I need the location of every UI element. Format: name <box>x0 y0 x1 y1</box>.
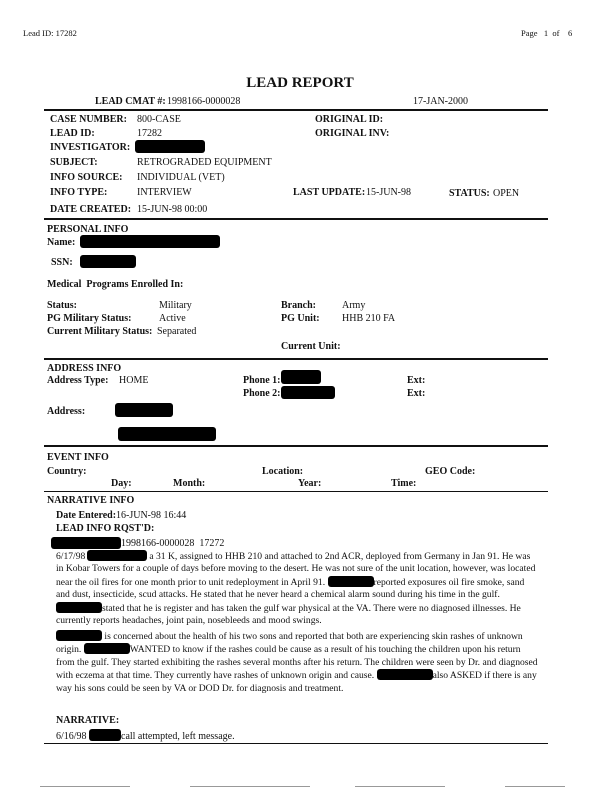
branch-value: Army <box>342 300 366 311</box>
status-military-value: Military <box>159 300 192 311</box>
date-entered-value: 16-JUN-98 16:44 <box>116 510 187 521</box>
narrative-text: call attempted, left message. <box>121 731 235 742</box>
redaction-inline <box>56 602 102 613</box>
narrative-date: 6/16/98 <box>56 731 87 742</box>
status-label: STATUS: <box>449 188 490 199</box>
header-page-number: Page 1 of 6 <box>521 28 573 38</box>
phone2-label: Phone 2: <box>243 388 281 399</box>
last-update-label: LAST UPDATE: <box>293 187 366 198</box>
redaction-inline <box>328 576 374 587</box>
pg-military-label: PG Military Status: <box>47 313 132 324</box>
divider <box>44 218 548 220</box>
redaction-phone1 <box>281 370 321 384</box>
narrative-paragraph-2 <box>56 630 540 695</box>
info-type-label: INFO TYPE: <box>50 187 108 198</box>
scan-artifact <box>505 786 565 787</box>
investigator-label: INVESTIGATOR: <box>50 142 131 153</box>
lead-id-value: 17282 <box>137 128 162 139</box>
ssn-label: SSN: <box>51 257 73 268</box>
current-unit-label: Current Unit: <box>281 341 341 352</box>
divider <box>44 109 548 111</box>
date-created-value: 15-JUN-98 00:00 <box>137 204 208 215</box>
ext1-label: Ext: <box>407 375 426 386</box>
name-label: Name: <box>47 237 76 248</box>
geo-code-label: GEO Code: <box>425 466 476 477</box>
date-created-label: DATE CREATED: <box>50 204 132 215</box>
info-source-label: INFO SOURCE: <box>50 172 123 183</box>
cmat-label: LEAD CMAT #: <box>95 96 166 107</box>
personal-info-heading: PERSONAL INFO <box>47 224 129 235</box>
redaction-inline <box>56 630 102 641</box>
redaction-name <box>80 235 220 248</box>
paragraph-1-text-b: reported exposures oil fire smoke, sand and dust, insecticide, scud attacks. He stated that he never heard a chemical alarm sound during his time in the gulf. <box>56 576 525 601</box>
report-title: LEAD REPORT <box>246 75 354 91</box>
address-info-heading: ADDRESS INFO <box>47 363 122 374</box>
info-source-value: INDIVIDUAL (VET) <box>137 172 225 183</box>
redaction-address-line1 <box>115 403 173 417</box>
reference-line: 1998166-0000028 17272 <box>121 538 225 549</box>
address-type-value: HOME <box>119 375 149 386</box>
paragraph-1-text-c: stated that he is register and has taken the gulf war physical at the VA. There were no diagnosed illnesses. He currently reports headaches, joint pain, nosebleeds and mood swings. <box>56 602 521 627</box>
narrative-paragraph-1 <box>56 550 540 627</box>
pg-military-value: Active <box>159 313 186 324</box>
ext2-label: Ext: <box>407 388 426 399</box>
cmat-value: 1998166-0000028 <box>167 96 241 107</box>
paragraph-2-text-a: is concerned about the health of his two sons and reported that both are experiencing skin rashes of unknown origin. <box>56 631 523 656</box>
redaction-address-line2 <box>118 427 216 441</box>
narrative-heading: NARRATIVE: <box>56 715 120 726</box>
medical-programs-label: Medical Programs Enrolled In: <box>47 279 184 290</box>
scan-artifact <box>40 786 130 787</box>
lead-id-label: LEAD ID: <box>50 128 95 139</box>
phone1-label: Phone 1: <box>243 375 281 386</box>
info-type-value: INTERVIEW <box>137 187 192 198</box>
branch-label: Branch: <box>281 300 316 311</box>
pg-unit-label: PG Unit: <box>281 313 320 324</box>
redaction-inline <box>87 550 147 561</box>
redaction-inline <box>377 669 433 680</box>
status-military-label: Status: <box>47 300 78 311</box>
year-label: Year: <box>298 478 322 489</box>
divider <box>44 491 548 492</box>
divider <box>44 445 548 447</box>
paragraph-2-text-c: also ASKED if there is any way his sons could be seen by VA or DOD Dr. for diagnosis and treatment. <box>56 670 537 694</box>
paragraph-1-date: 6/17/98 <box>56 551 86 562</box>
event-info-heading: EVENT INFO <box>47 452 109 463</box>
redaction-phone2 <box>281 386 335 399</box>
pg-unit-value: HHB 210 FA <box>342 313 396 324</box>
redaction-inline <box>84 643 130 654</box>
cmat-date: 17-JAN-2000 <box>413 96 468 107</box>
country-label: Country: <box>47 466 87 477</box>
header-lead-id: Lead ID: 17282 <box>23 28 77 38</box>
redaction-investigator <box>135 140 205 153</box>
subject-label: SUBJECT: <box>50 157 98 168</box>
divider <box>44 743 548 744</box>
current-military-value: Separated <box>157 326 197 337</box>
time-label: Time: <box>391 478 417 489</box>
redaction-narrative <box>89 729 121 741</box>
subject-value: RETROGRADED EQUIPMENT <box>137 157 272 168</box>
paragraph-2-text-b: WANTED to know if the rashes could be cause as a result of his touching the children upon his return from the gulf. They started exhibiting the rashes several months after his return. The children were seen by Dr. and diagnosed with eczema at that time. They currently have rashes of unknown origin and cause. <box>56 644 538 682</box>
paragraph-1-text-a: a 31 K, assigned to HHB 210 and attached to 2nd ACR, deployed from Germany in Jan 91. He was in Kobar Towers for a couple of days before moving to the desert. He was not sure of the unit location, however, was located near the oil fires for one month prior to unit redeployment in April 91. <box>56 551 536 588</box>
case-number-label: CASE NUMBER: <box>50 114 127 125</box>
narrative-info-heading: NARRATIVE INFO <box>47 495 135 506</box>
address-label: Address: <box>47 406 86 417</box>
case-number-value: 800-CASE <box>137 114 181 125</box>
redaction-ref-name <box>51 537 121 549</box>
redaction-ssn <box>80 255 136 268</box>
status-value: OPEN <box>493 188 520 199</box>
lead-info-rqst-label: LEAD INFO RQST'D: <box>56 523 155 534</box>
day-label: Day: <box>111 478 132 489</box>
location-label: Location: <box>262 466 304 477</box>
address-type-label: Address Type: <box>47 375 109 386</box>
last-update-value: 15-JUN-98 <box>366 187 411 198</box>
original-inv-label: ORIGINAL INV: <box>315 128 390 139</box>
current-military-label: Current Military Status: <box>47 326 153 337</box>
date-entered-label: Date Entered: <box>56 510 117 521</box>
divider <box>44 358 548 360</box>
scan-artifact <box>190 786 310 787</box>
scan-artifact <box>355 786 445 787</box>
original-id-label: ORIGINAL ID: <box>315 114 384 125</box>
month-label: Month: <box>173 478 206 489</box>
